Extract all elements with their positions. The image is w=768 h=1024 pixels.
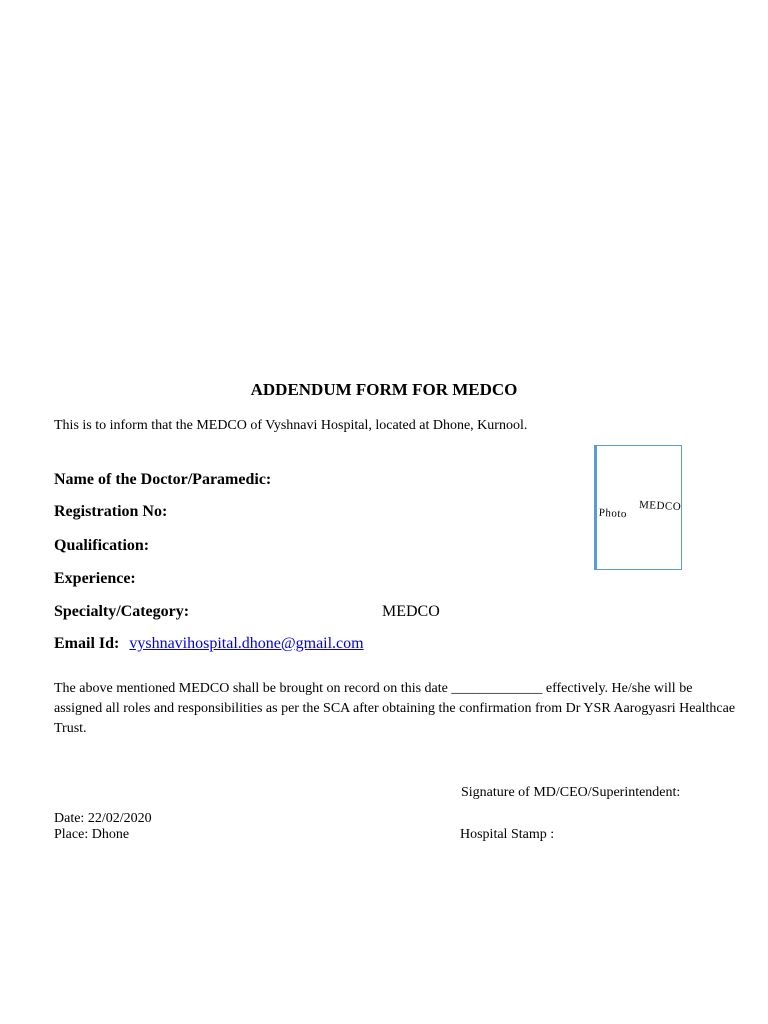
hospital-stamp-label: Hospital Stamp : xyxy=(460,827,555,842)
photo-caption-line2: Photo xyxy=(598,506,628,521)
record-paragraph: The above mentioned MEDCO shall be brought on record on this date _____________ effectively. He/she will be assigned all roles and responsibilities as per the SCA after obtaining the confirmation from Dr YSR Aarogyasri Healthcae Trust. xyxy=(54,681,736,736)
photo-caption-line1: MEDCO xyxy=(638,498,682,514)
qualification-label: Qualification: xyxy=(54,537,150,554)
place-line: Place: Dhone xyxy=(54,827,130,842)
registration-label: Registration No: xyxy=(54,503,168,520)
specialty-label: Specialty/Category: xyxy=(54,603,190,620)
email-row xyxy=(54,635,364,653)
email-link[interactable]: vyshnavihospital.dhone@gmail.com xyxy=(129,635,364,652)
doctor-name-label: Name of the Doctor/Paramedic: xyxy=(54,471,272,488)
photo-caption xyxy=(599,498,684,522)
medco-photo-placeholder xyxy=(594,445,682,570)
email-label: Email Id: xyxy=(54,635,120,652)
specialty-value: MEDCO xyxy=(382,603,440,620)
date-line: Date: 22/02/2020 xyxy=(54,811,152,826)
experience-label: Experience: xyxy=(54,570,136,587)
intro-text: This is to inform that the MEDCO of Vyshnavi Hospital, located at Dhone, Kurnool. xyxy=(54,418,528,433)
document-title: ADDENDUM FORM FOR MEDCO xyxy=(250,380,518,399)
signature-label: Signature of MD/CEO/Superintendent: xyxy=(461,785,681,800)
